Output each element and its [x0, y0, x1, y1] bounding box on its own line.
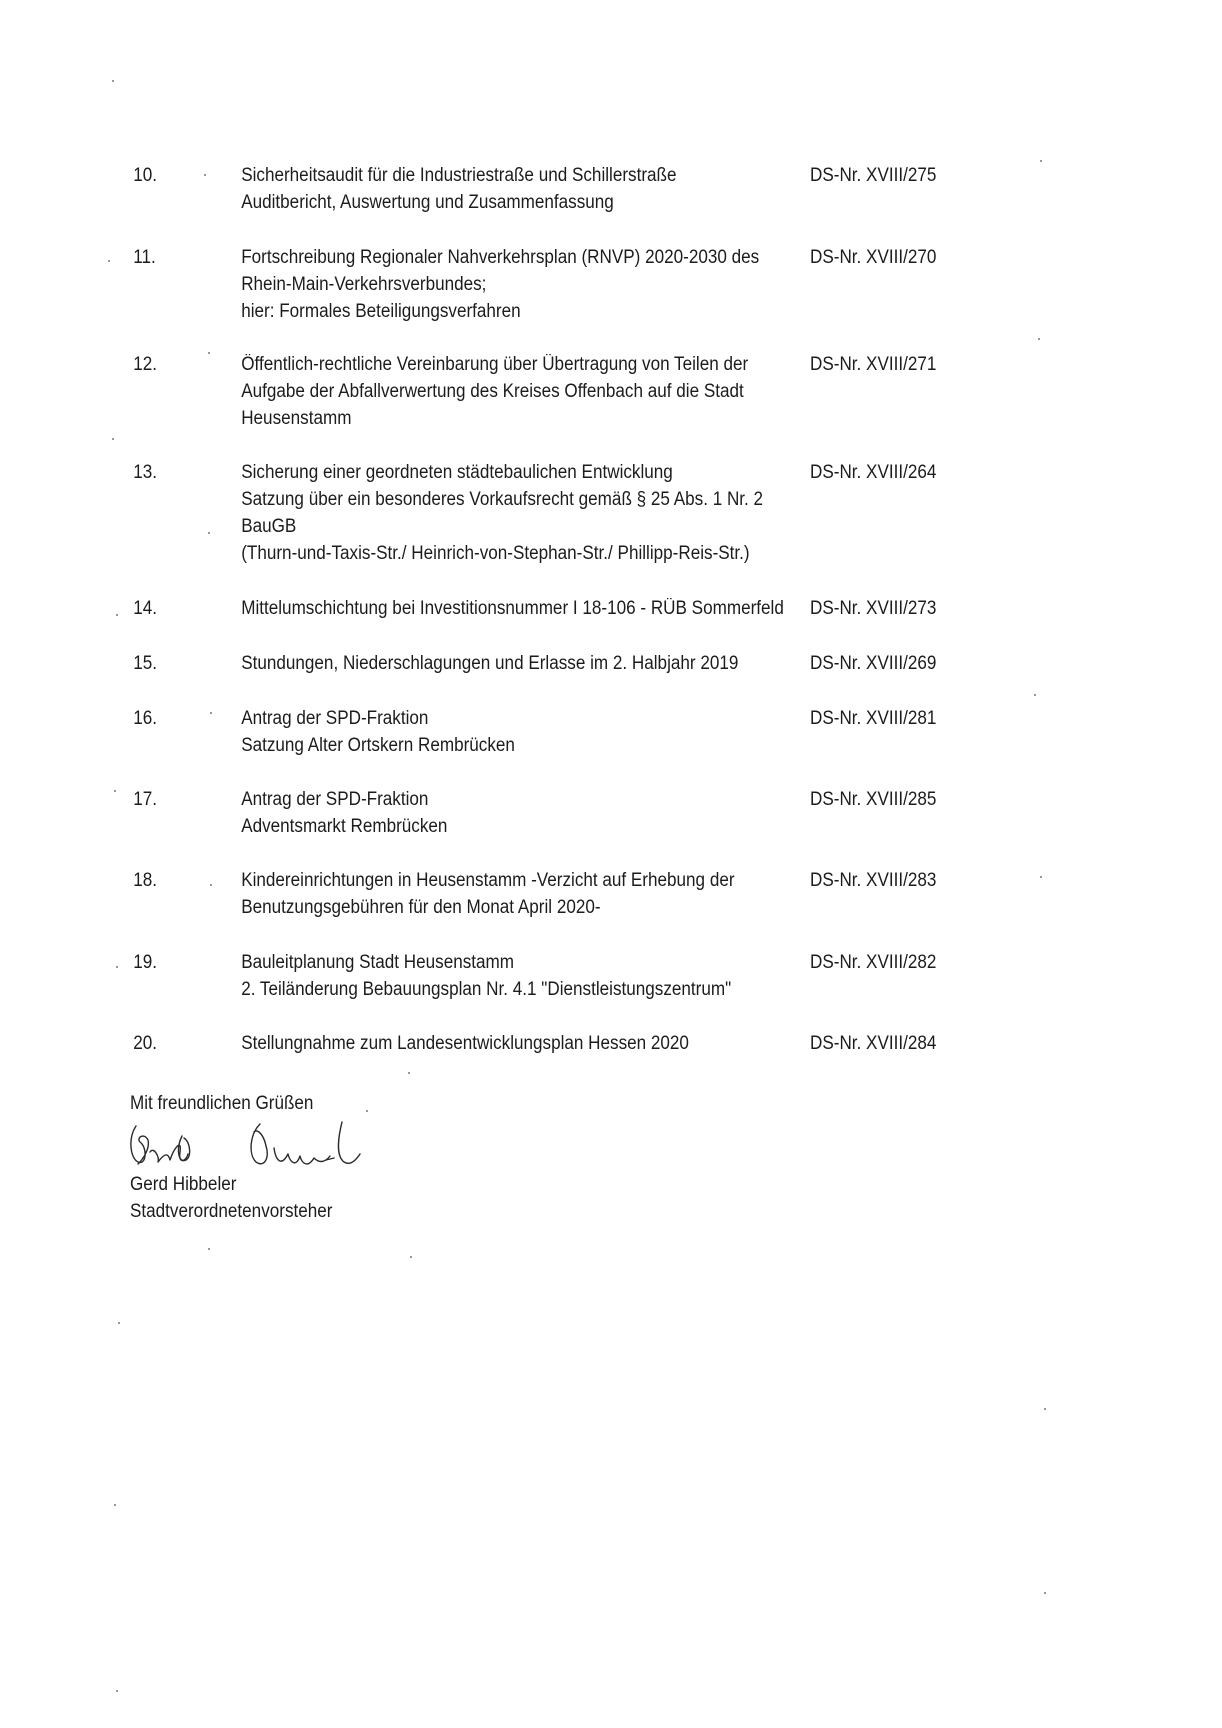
item-line: Satzung über ein besonderes Vorkaufsrecht gemäß § 25 Abs. 1 Nr. 2	[241, 489, 764, 510]
item-line: Fortschreibung Regionaler Nahverkehrsplan (RNVP) 2020-2030 des	[241, 247, 760, 268]
item-line: Satzung Alter Ortskern Rembrücken	[241, 735, 515, 756]
signatory-name: Gerd Hibbeler	[130, 1174, 237, 1195]
scan-speck	[116, 614, 118, 616]
scan-speck	[408, 1072, 410, 1074]
item-line: 2. Teiländerung Bebauungsplan Nr. 4.1 "Dienstleistungszentrum"	[241, 979, 732, 1000]
item-number: 10.	[133, 165, 157, 186]
scan-speck	[208, 532, 210, 534]
item-number: 13.	[133, 462, 157, 483]
item-description	[241, 351, 826, 432]
scan-speck	[1038, 338, 1040, 340]
scan-speck	[208, 352, 210, 354]
scan-speck	[1040, 876, 1042, 878]
item-number: 17.	[133, 789, 157, 810]
item-line: Bauleitplanung Stadt Heusenstamm	[241, 952, 515, 973]
item-line: Adventsmarkt Rembrücken	[241, 816, 448, 837]
item-line: hier: Formales Beteiligungsverfahren	[241, 301, 521, 322]
item-reference: DS-Nr. XVIII/285	[810, 789, 937, 810]
item-reference: DS-Nr. XVIII/281	[810, 708, 937, 729]
item-line: Stundungen, Niederschlagungen und Erlasse im 2. Halbjahr 2019	[241, 653, 739, 674]
item-number: 19.	[133, 952, 157, 973]
item-description	[241, 595, 826, 622]
scan-speck	[112, 438, 114, 440]
item-reference: DS-Nr. XVIII/264	[810, 462, 937, 483]
scan-speck	[112, 80, 114, 82]
item-line: Auditbericht, Auswertung und Zusammenfassung	[241, 192, 614, 213]
item-description	[241, 867, 826, 921]
item-reference: DS-Nr. XVIII/284	[810, 1033, 937, 1054]
scan-speck	[118, 1322, 120, 1324]
item-number: 18.	[133, 870, 157, 891]
scan-speck	[116, 1690, 118, 1692]
item-reference: DS-Nr. XVIII/282	[810, 952, 937, 973]
item-reference: DS-Nr. XVIII/270	[810, 247, 937, 268]
scan-speck	[410, 1256, 412, 1258]
scan-speck	[1044, 1408, 1046, 1410]
item-number: 11.	[133, 247, 156, 268]
handwritten-signature	[124, 1118, 404, 1188]
item-number: 16.	[133, 708, 157, 729]
scan-speck	[204, 174, 206, 176]
item-line: Sicherheitsaudit für die Industriestraße und Schillerstraße	[241, 165, 677, 186]
item-description	[241, 459, 826, 567]
item-description	[241, 1030, 826, 1057]
item-number: 20.	[133, 1033, 157, 1054]
item-description	[241, 705, 826, 759]
scan-speck	[108, 260, 110, 262]
item-reference: DS-Nr. XVIII/273	[810, 598, 937, 619]
scan-speck	[210, 712, 212, 714]
scan-speck	[1040, 160, 1042, 162]
item-line: Antrag der SPD-Fraktion	[241, 708, 429, 729]
item-line: (Thurn-und-Taxis-Str./ Heinrich-von-Stephan-Str./ Phillipp-Reis-Str.)	[241, 543, 750, 564]
item-reference: DS-Nr. XVIII/283	[810, 870, 937, 891]
item-description	[241, 949, 826, 1003]
item-reference: DS-Nr. XVIII/269	[810, 653, 937, 674]
item-line: Antrag der SPD-Fraktion	[241, 789, 429, 810]
item-line: Stellungnahme zum Landesentwicklungsplan Hessen 2020	[241, 1033, 689, 1054]
item-line: Kindereinrichtungen in Heusenstamm -Verzicht auf Erhebung der	[241, 870, 735, 891]
item-description	[241, 786, 826, 840]
scan-speck	[208, 1248, 210, 1250]
scan-speck	[210, 884, 212, 886]
item-line: Sicherung einer geordneten städtebaulichen Entwicklung	[241, 462, 673, 483]
scan-speck	[366, 1110, 368, 1112]
scan-speck	[116, 966, 118, 968]
scan-speck	[1044, 1592, 1046, 1594]
item-line: Mittelumschichtung bei Investitionsnummer I 18-106 - RÜB Sommerfeld	[241, 598, 784, 619]
item-number: 14.	[133, 598, 157, 619]
item-line: Öffentlich-rechtliche Vereinbarung über Übertragung von Teilen der	[241, 354, 749, 375]
item-line: Benutzungsgebühren für den Monat April 2020-	[241, 897, 601, 918]
scan-speck	[1034, 694, 1036, 696]
item-line: Aufgabe der Abfallverwertung des Kreises Offenbach auf die Stadt	[241, 381, 744, 402]
greeting: Mit freundlichen Grüßen	[130, 1093, 314, 1114]
scan-speck	[114, 790, 116, 792]
item-reference: DS-Nr. XVIII/275	[810, 165, 937, 186]
item-number: 12.	[133, 354, 157, 375]
item-reference: DS-Nr. XVIII/271	[810, 354, 937, 375]
item-description	[241, 650, 826, 677]
item-line: Heusenstamm	[241, 408, 352, 429]
item-line: BauGB	[241, 516, 297, 537]
item-description	[241, 162, 826, 216]
item-description	[241, 244, 826, 325]
scan-speck	[114, 1504, 116, 1506]
signatory-title: Stadtverordnetenvorsteher	[130, 1201, 333, 1222]
item-line: Rhein-Main-Verkehrsverbundes;	[241, 274, 487, 295]
item-number: 15.	[133, 653, 157, 674]
